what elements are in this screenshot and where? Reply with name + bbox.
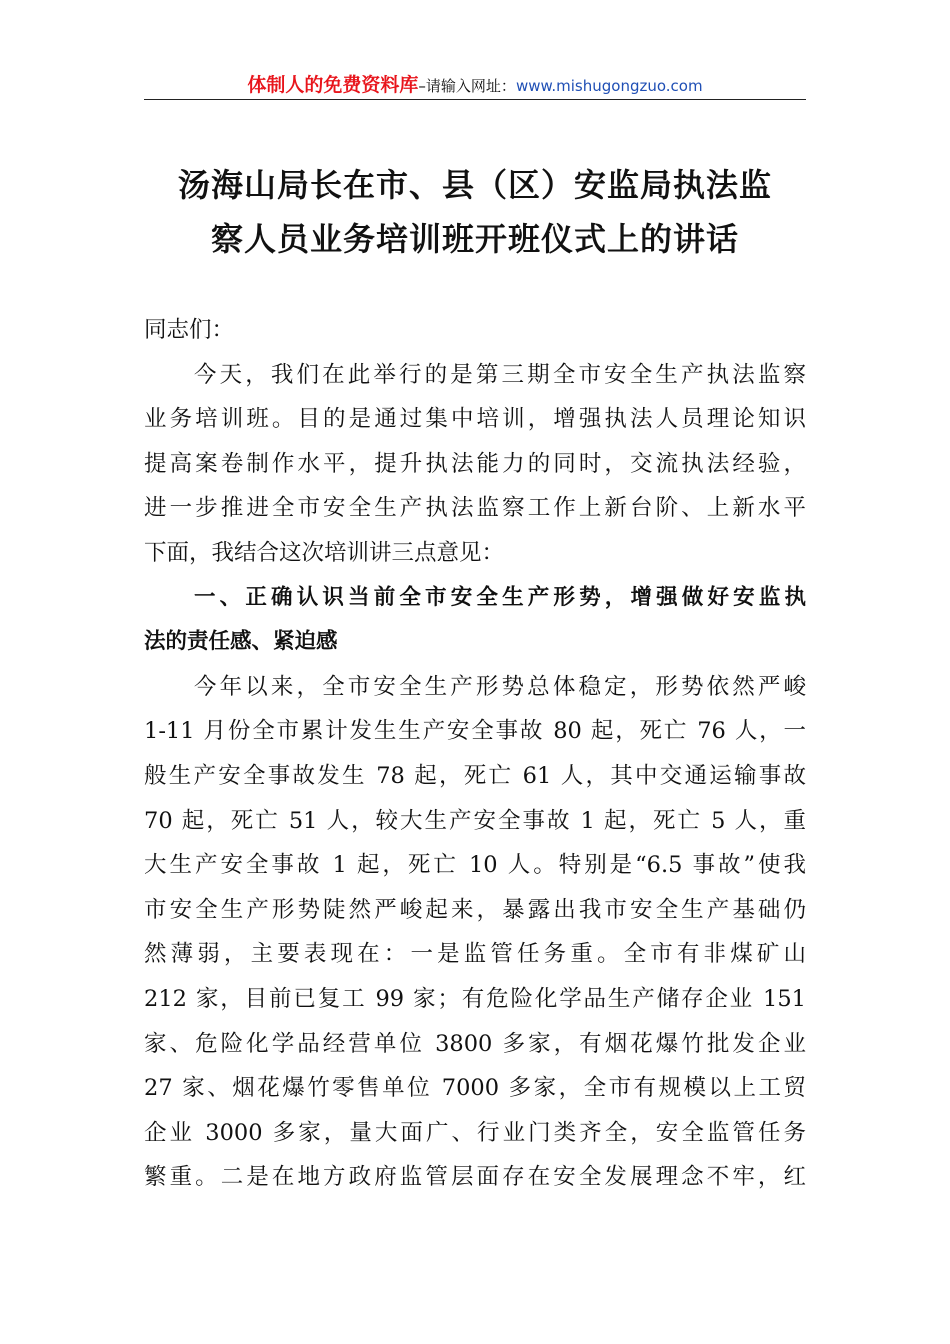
paragraph-line: 业务培训班。目的是通过集中培训，增强执法人员理论知识 [144,406,806,433]
section-heading-line: 一、正确认识当前全市安全生产形势，增强做好安监执 [194,584,806,610]
document-body [144,308,806,1200]
title-line: 汤海山局长在市、县（区）安监局执法监 [177,166,772,204]
paragraph-line: 今年以来，全市安全生产形势总体稳定，形势依然严峻 [194,673,806,700]
title-line: 察人员业务培训班开班仪式上的讲话 [210,220,739,258]
paragraph-line: 进一步推进全市安全生产执法监察工作上新台阶、上新水平 [144,495,806,522]
site-header [144,72,806,98]
paragraph-line: 企业 3000 多家，量大面广、行业门类齐全，安全监管任务 [144,1119,806,1146]
salutation: 同志们： [144,317,235,343]
header-brand: 体制人的免费资料库 [247,74,419,96]
header-divider [144,99,806,100]
paragraph-line: 212 家，目前已复工 99 家；有危险化学品生产储存企业 151 [144,985,806,1012]
document-title [144,158,806,266]
paragraph-line: 大生产安全事故 1 起，死亡 10 人。特别是“6.5 事故”使我 [144,852,806,879]
paragraph-line: 27 家、烟花爆竹零售单位 7000 多家，全市有规模以上工贸 [144,1075,806,1102]
paragraph-line: 70 起，死亡 51 人，较大生产安全事故 1 起，死亡 5 人，重 [144,807,806,834]
header-prompt: –请输入网址： [418,77,516,95]
section-heading-line: 法的责任感、紧迫感 [144,629,338,655]
paragraph-line: 般生产安全事故发生 78 起，死亡 61 人，其中交通运输事故 [144,762,806,789]
paragraph-line: 繁重。二是在地方政府监管层面存在安全发展理念不牢，红 [144,1164,806,1191]
paragraph-line: 然薄弱，主要表现在：一是监管任务重。全市有非煤矿山 [144,941,806,968]
paragraph-line: 家、危险化学品经营单位 3800 多家，有烟花爆竹批发企业 [144,1030,806,1057]
paragraph-line: 提高案卷制作水平，提升执法能力的同时，交流执法经验， [144,450,806,477]
header-url[interactable]: www.mishugongzuo.com [515,77,703,95]
paragraph-line: 下面，我结合这次培训讲三点意见： [144,539,505,566]
paragraph-line: 市安全生产形势陡然严峻起来，暴露出我市安全生产基础仍 [144,896,806,923]
paragraph-line: 1-11 月份全市累计发生生产安全事故 80 起，死亡 76 人，一 [144,718,806,745]
paragraph-line: 今天，我们在此举行的是第三期全市安全生产执法监察 [194,361,806,388]
